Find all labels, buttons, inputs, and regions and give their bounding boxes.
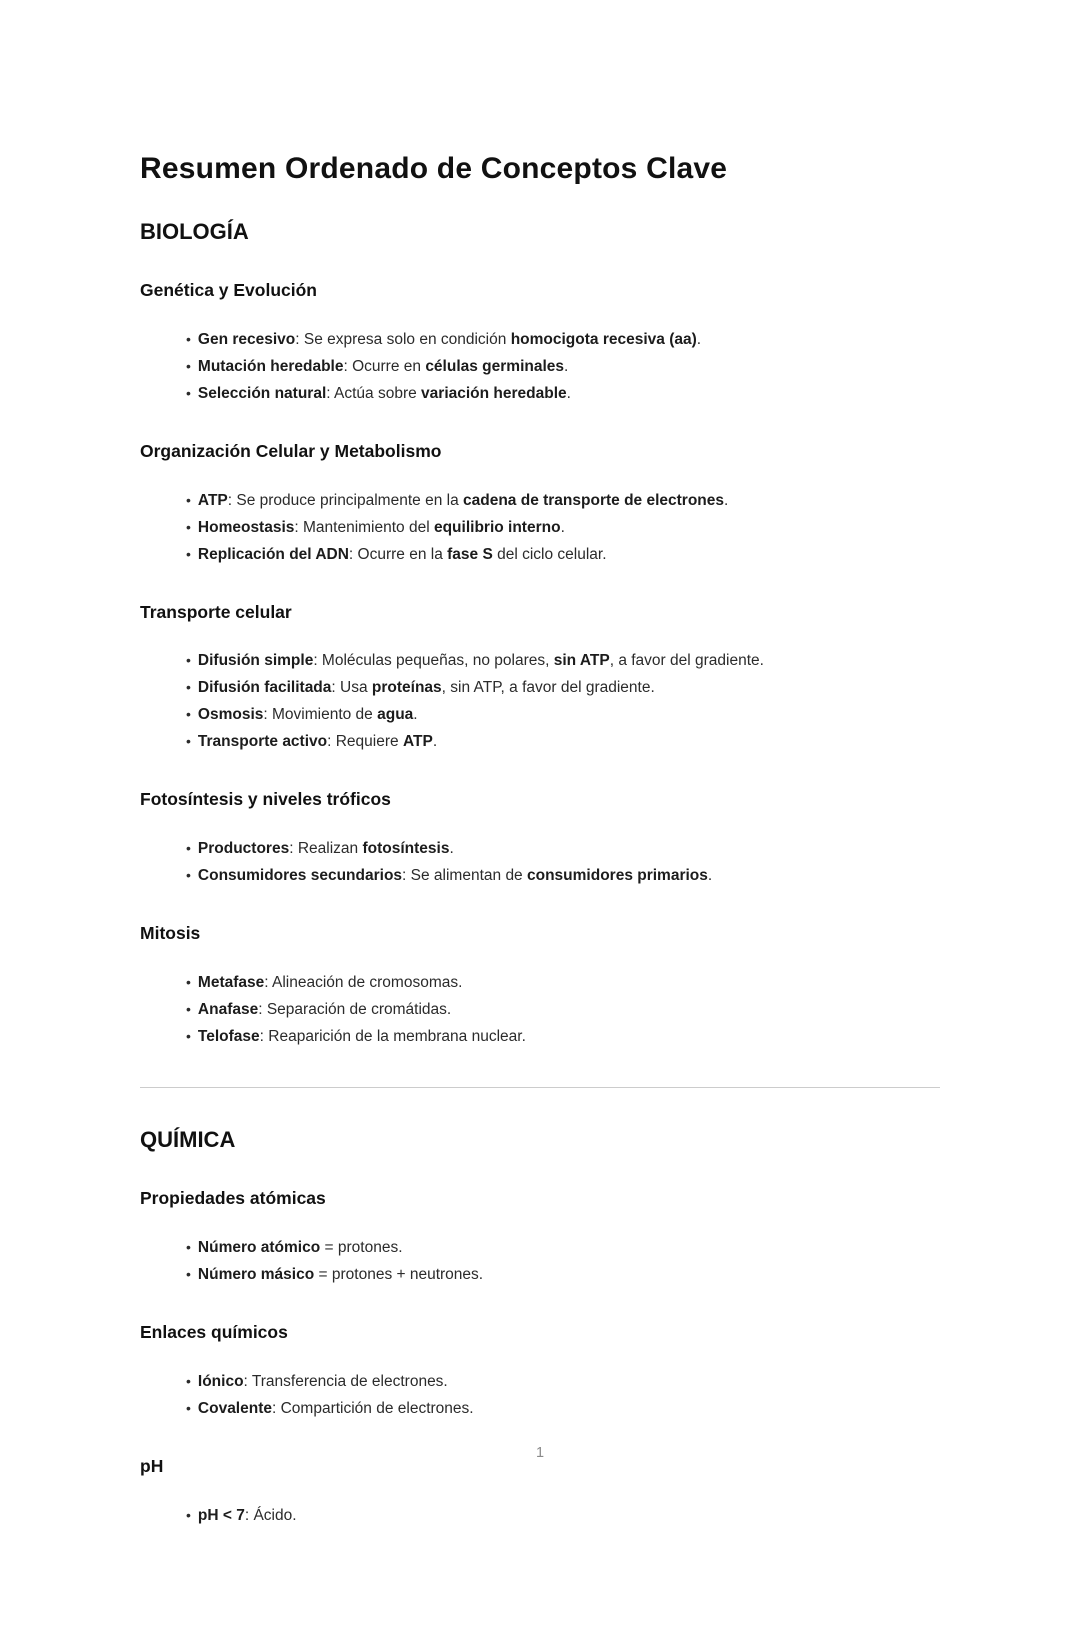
bullet-text: : Mantenimiento del (294, 518, 434, 536)
bullet-text: : Requiere (327, 733, 403, 751)
bullet-list (140, 326, 940, 407)
bullet-text: : Se produce principalmente en la (227, 491, 463, 509)
bullet-item (186, 647, 940, 674)
bullet-text: : Moléculas pequeñas, no polares, (313, 652, 554, 670)
bullet-text: : Ácido. (244, 1506, 297, 1524)
bullet-text: : Compartición de electrones. (272, 1399, 474, 1417)
bullet-list (140, 1502, 940, 1529)
bullet-term: Transporte activo (197, 733, 328, 751)
bullet-text: = protones + neutrones. (314, 1266, 484, 1284)
bullet-term: agua (377, 706, 414, 724)
bullet-term: Número atómico (197, 1239, 321, 1257)
bullet-list (140, 1234, 940, 1288)
document-title: Resumen Ordenado de Conceptos Clave (140, 152, 728, 185)
bullet-item (186, 326, 940, 353)
bullet-text: : Usa (331, 679, 372, 697)
bullet-text: : Se expresa solo en condición (295, 330, 511, 348)
bullet-term: Covalente (197, 1399, 272, 1417)
subsection-heading: Genética y Evolución (140, 280, 317, 301)
bullet-item (186, 1261, 940, 1288)
bullet-text: : Ocurre en la (348, 545, 448, 563)
bullet-text: . (707, 867, 713, 885)
bullet-term: células germinales (425, 357, 565, 375)
bullet-item (186, 1368, 940, 1395)
bullet-term: Número másico (197, 1266, 315, 1284)
bullet-term: Anafase (197, 1000, 259, 1018)
section-heading: BIOLOGÍA (140, 218, 249, 244)
bullet-term: Gen recesivo (197, 330, 296, 348)
bullet-text: : Ocurre en (343, 357, 426, 375)
bullet-term: proteínas (371, 679, 442, 697)
bullet-item (186, 996, 940, 1023)
bullet-term: pH < 7 (197, 1506, 245, 1524)
bullet-term: Consumidores secundarios (197, 867, 403, 885)
section-divider (140, 1087, 940, 1088)
bullet-item (186, 1395, 940, 1422)
bullet-item (186, 380, 940, 407)
bullet-item (186, 1023, 940, 1050)
bullet-text: = protones. (320, 1239, 403, 1257)
bullet-text: . (724, 491, 729, 509)
bullet-item (186, 674, 940, 701)
bullet-item (186, 487, 940, 514)
section-heading: QUÍMICA (140, 1126, 236, 1152)
subsection-heading: Fotosíntesis y niveles tróficos (140, 789, 391, 810)
subsection-heading: Mitosis (140, 923, 201, 944)
bullet-term: Mutación heredable (197, 357, 344, 375)
bullet-text: : Alineación de cromosomas. (264, 973, 463, 991)
bullet-term: ATP (197, 491, 228, 509)
bullet-item (186, 835, 940, 862)
bullet-term: Difusión facilitada (197, 679, 332, 697)
bullet-text: del ciclo celular. (492, 545, 607, 563)
bullet-text: . (566, 384, 571, 402)
bullet-list (140, 1368, 940, 1422)
bullet-item (186, 541, 940, 568)
bullet-text: . (564, 357, 569, 375)
bullet-text: : Reaparición de la membrana nuclear. (259, 1027, 526, 1045)
bullet-term: Replicación del ADN (197, 545, 349, 563)
bullet-item (186, 353, 940, 380)
bullet-term: Osmosis (197, 706, 264, 724)
bullet-term: Productores (197, 840, 290, 858)
bullet-item (186, 1234, 940, 1261)
bullet-text: . (432, 733, 438, 751)
bullet-item (186, 701, 940, 728)
subsection-heading: Transporte celular (140, 601, 292, 622)
bullet-text: : Actúa sobre (326, 384, 422, 402)
bullet-term: consumidores primarios (527, 867, 708, 885)
bullet-item (186, 862, 940, 889)
bullet-term: ATP (402, 733, 433, 751)
bullet-text: : Se alimentan de (402, 867, 527, 885)
bullet-text: : Separación de cromátidas. (258, 1000, 452, 1018)
bullet-text: , a favor del gradiente. (609, 652, 764, 670)
bullet-term: Telofase (197, 1027, 260, 1045)
bullet-item (186, 969, 940, 996)
bullet-term: fase S (447, 545, 493, 563)
bullet-list (140, 969, 940, 1050)
page-footer (0, 1444, 1080, 1462)
bullet-item (186, 1502, 940, 1529)
bullet-list (140, 487, 940, 568)
bullet-term: homocigota recesiva (aa) (510, 330, 697, 348)
document-content (140, 218, 940, 1529)
bullet-text: : Realizan (289, 840, 363, 858)
bullet-term: equilibrio interno (433, 518, 561, 536)
bullet-item (186, 728, 940, 755)
bullet-term: Difusión simple (197, 652, 314, 670)
bullet-item (186, 514, 940, 541)
bullet-text: . (449, 840, 454, 858)
bullet-term: Homeostasis (197, 518, 295, 536)
bullet-term: Selección natural (197, 384, 327, 402)
bullet-term: Metafase (197, 973, 265, 991)
bullet-text: . (696, 330, 702, 348)
subsection-heading: Enlaces químicos (140, 1322, 288, 1343)
bullet-term: fotosíntesis (362, 840, 450, 858)
bullet-list (140, 835, 940, 889)
subsection-heading: Organización Celular y Metabolismo (140, 440, 442, 461)
bullet-text: , sin ATP, a favor del gradiente. (441, 679, 655, 697)
bullet-list (140, 647, 940, 755)
bullet-term: Iónico (197, 1372, 244, 1390)
bullet-text: : Transferencia de electrones. (243, 1372, 448, 1390)
bullet-term: variación heredable (421, 384, 567, 402)
subsection-heading: pH (140, 1455, 164, 1476)
subsection-heading: Propiedades atómicas (140, 1188, 326, 1209)
bullet-term: sin ATP (553, 652, 610, 670)
bullet-text: . (413, 706, 418, 724)
bullet-text: : Movimiento de (263, 706, 378, 724)
bullet-text: . (560, 518, 565, 536)
bullet-term: cadena de transporte de electrones (463, 491, 725, 509)
page-number: 1 (535, 1445, 545, 1461)
